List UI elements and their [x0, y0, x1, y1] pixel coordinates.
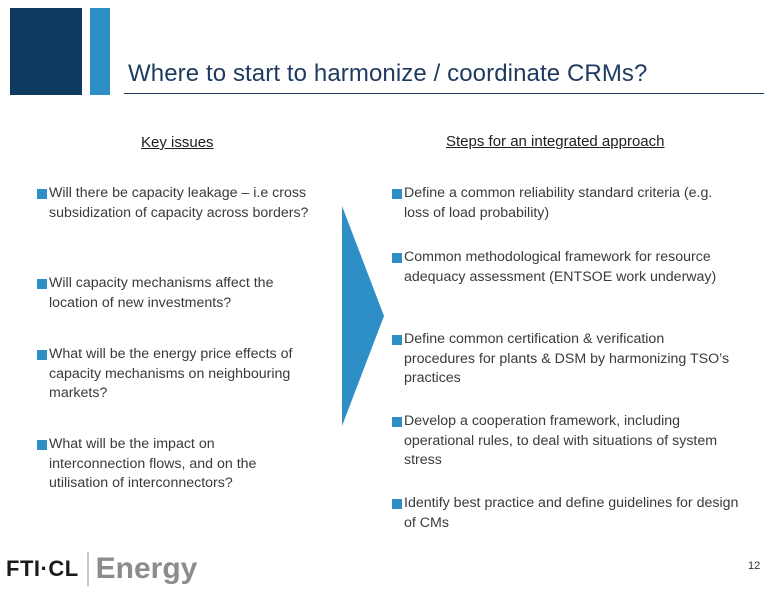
bullet-square-icon — [392, 499, 402, 509]
bullet-text: What will be the impact on interconnection flows, and on the utilisation of interconnectors? — [49, 436, 257, 491]
list-item — [37, 345, 332, 404]
slide-title: Where to start to harmonize / coordinate CRMs? — [128, 60, 648, 87]
header-light-bar — [90, 8, 110, 95]
bullet-square-icon — [392, 189, 402, 199]
right-column-heading: Steps for an integrated approach — [446, 133, 665, 150]
bullet-text: Will there be capacity leakage – i.e cross subsidization of capacity across borders? — [49, 185, 309, 221]
title-underline — [124, 93, 764, 94]
list-item — [392, 184, 732, 223]
bullet-text: Develop a cooperation framework, including operational rules, to deal with situations of system stress — [404, 413, 718, 468]
bullet-text: Will capacity mechanisms affect the location of new investments? — [49, 275, 274, 311]
right-arrow-icon — [328, 206, 388, 426]
bullet-text: Common methodological framework for resource adequacy assessment (ENTSOE work underway) — [404, 249, 717, 285]
list-item — [392, 330, 737, 389]
left-column-heading: Key issues — [141, 134, 214, 151]
header-dark-square — [10, 8, 82, 95]
bullet-text: Identify best practice and define guidelines for design of CMs — [404, 495, 739, 531]
bullet-square-icon — [392, 253, 402, 263]
logo-divider — [87, 552, 89, 586]
list-item — [392, 494, 742, 533]
bullet-square-icon — [37, 189, 47, 199]
logo-company-text: FTI·CL — [6, 556, 79, 581]
list-item — [392, 248, 752, 287]
company-logo — [6, 552, 197, 586]
list-item — [37, 435, 297, 494]
list-item — [37, 274, 322, 313]
bullet-square-icon — [37, 279, 47, 289]
bullet-text: Define common certification & verification procedures for plants & DSM by harmonizing TSO’s practices — [404, 331, 730, 386]
bullet-text: Define a common reliability standard criteria (e.g. loss of load probability) — [404, 185, 713, 221]
bullet-square-icon — [37, 350, 47, 360]
bullet-text: What will be the energy price effects of capacity mechanisms on neighbouring markets? — [49, 346, 293, 401]
bullet-square-icon — [392, 417, 402, 427]
bullet-square-icon — [392, 335, 402, 345]
list-item — [392, 412, 722, 471]
bullet-square-icon — [37, 440, 47, 450]
page-number: 12 — [748, 560, 761, 572]
logo-division-text: Energy — [95, 552, 198, 585]
list-item — [37, 184, 327, 223]
